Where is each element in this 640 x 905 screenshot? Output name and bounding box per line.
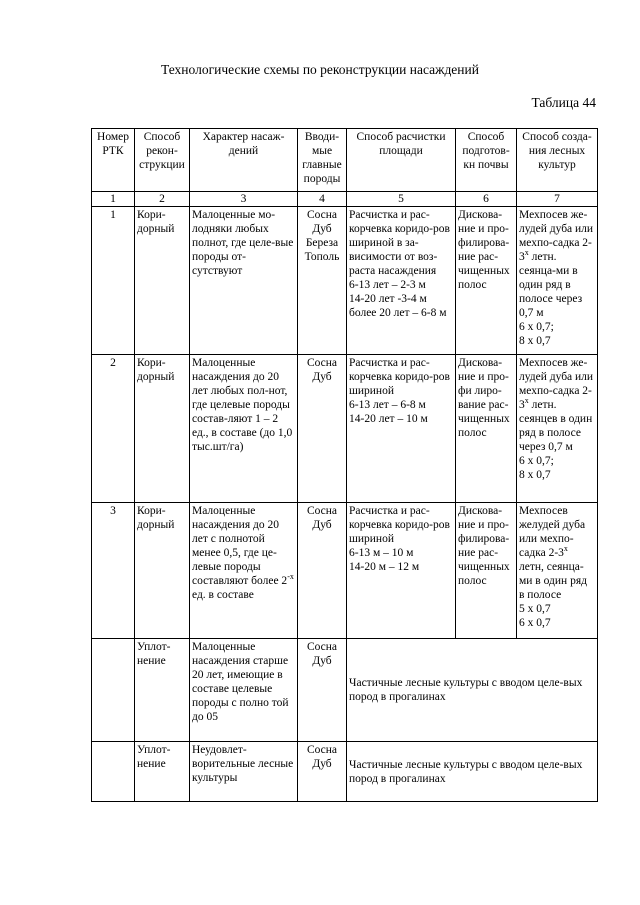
clearing-line: 6-13 лет – 2-3 м: [349, 279, 426, 291]
culture-cell: [517, 207, 598, 355]
rtk-number: 2: [92, 355, 135, 503]
species-item: Дуб: [312, 223, 332, 235]
species-cell: [298, 207, 347, 355]
culture-text: Мехпосев же-лудей дуба или мехпо-садка 2-3: [519, 357, 594, 411]
soil-preparation: Дискова-ние и про-филирова-ние рас-чищенных полос: [456, 503, 517, 639]
species-cell: [298, 355, 347, 503]
culture-line: 6 х 0,7;: [519, 321, 554, 333]
character-text: Малоценные насаждения до 20 лет с полнотой менее 0,5, где це-левые породы составляют более 2: [192, 505, 288, 587]
culture-line: 6 х 0,7: [519, 617, 551, 629]
stand-character: Малоценные мо-лодняки любых полнот, где целе-вые породы от-сутствуют: [190, 207, 298, 355]
rtk-number: 1: [92, 207, 135, 355]
table-row: [92, 207, 598, 355]
character-text: ед. в составе: [192, 589, 254, 601]
reconstruction-table: [91, 128, 598, 802]
culture-text: летн. сеянца-ми в один ряд в полосе через 0,7 м: [519, 251, 583, 319]
stand-character: Малоценные насаждения до 20 лет любых пол-нот, где целевые породы состав-ляют 1 – 2 ед., в составе (до 1,0 тыс.шт/га): [190, 355, 298, 503]
clearing-cell: [347, 207, 456, 355]
clearing-line: 6-13 м – 10 м: [349, 547, 414, 559]
culture-line: 6 х 0,7;: [519, 455, 554, 467]
column-number: 2: [135, 192, 190, 207]
culture-line: 8 х 0,7: [519, 469, 551, 481]
column-number: 6: [456, 192, 517, 207]
species-item: Береза: [305, 237, 339, 249]
column-number-row: [92, 192, 598, 207]
column-number: 4: [298, 192, 347, 207]
character-superscript: -х: [287, 572, 294, 582]
header-cell: Способ рекон-струкции: [135, 129, 190, 192]
clearing-line: Расчистка и рас-корчевка коридо-ров шириной: [349, 505, 450, 545]
culture-text: летн, сеянца-ми в один ряд в полосе: [519, 561, 587, 601]
soil-preparation: Дискова-ние и про-фи лиро-вание рас-чищенных полос: [456, 355, 517, 503]
column-number: 1: [92, 192, 135, 207]
species-item: Дуб: [312, 655, 332, 667]
header-cell: Характер насаж-дений: [190, 129, 298, 192]
clearing-line: 14-20 лет -3-4 м: [349, 293, 427, 305]
culture-cell: [517, 503, 598, 639]
clearing-line: 14-20 м – 12 м: [349, 561, 420, 573]
rtk-number: [92, 742, 135, 802]
species-item: Сосна: [306, 357, 338, 369]
species-cell: [298, 503, 347, 639]
species-item: Тополь: [304, 251, 340, 263]
species-cell: [298, 639, 347, 742]
species-item: Дуб: [312, 371, 332, 383]
stand-character: [190, 503, 298, 639]
culture-superscript: х: [563, 544, 568, 554]
culture-text: Мехпосев же-лудей дуба или мехпо-садка 2-3: [519, 209, 594, 263]
culture-line: 5 х 0,7: [519, 603, 551, 615]
clearing-cell: [347, 503, 456, 639]
species-item: Сосна: [306, 209, 338, 221]
column-number: 7: [517, 192, 598, 207]
culture-line: 8 х 0,7: [519, 335, 551, 347]
page-title: Технологические схемы по реконструкции насаждений: [161, 62, 479, 77]
merged-culture-cell: Частичные лесные культуры с вводом целе-вых пород в прогалинах: [347, 639, 598, 742]
reconstruction-method: Кори-дорный: [135, 355, 190, 503]
reconstruction-method: Уплот-нение: [135, 639, 190, 742]
reconstruction-method: Уплот-нение: [135, 742, 190, 802]
table-row: [92, 742, 598, 802]
header-cell: Вводи-мые главные породы: [298, 129, 347, 192]
culture-text: Мехпосев желудей дуба или мехпо-садка 2-3: [519, 505, 586, 559]
clearing-cell: [347, 355, 456, 503]
header-cell: Номер РТК: [92, 129, 135, 192]
rtk-number: 3: [92, 503, 135, 639]
column-number: 3: [190, 192, 298, 207]
header-cell: Способ подготов-кн почвы: [456, 129, 517, 192]
soil-preparation: Дискова-ние и про-филирова-ние рас-чищенных полос: [456, 207, 517, 355]
table-label: Таблица 44: [531, 95, 596, 110]
stand-character: Малоценные насаждения старше 20 лет, имеющие в составе целевые породы с полно той до 05: [190, 639, 298, 742]
culture-cell: [517, 355, 598, 503]
species-item: Дуб: [312, 758, 332, 770]
table-row: [92, 503, 598, 639]
culture-text: летн. сеянцев в один ряд в полосе через 0,7 м: [519, 399, 593, 453]
clearing-line: Расчистка и рас-корчевка коридо-ров шириной в за-висимости от воз-раста насаждения: [349, 209, 450, 277]
header-cell: Способ расчистки площади: [347, 129, 456, 192]
table-row: [92, 639, 598, 742]
species-item: Сосна: [306, 505, 338, 517]
header-cell: Способ созда-ния лесных культур: [517, 129, 598, 192]
reconstruction-method: Кори-дорный: [135, 503, 190, 639]
merged-culture-cell: Частичные лесные культуры с вводом целе-вых пород в прогалинах: [347, 742, 598, 802]
rtk-number: [92, 639, 135, 742]
stand-character: Неудовлет-ворительные лесные культуры: [190, 742, 298, 802]
culture-superscript: х: [524, 396, 529, 406]
clearing-line: Расчистка и рас-корчевка коридо-ров шириной: [349, 357, 450, 397]
column-number: 5: [347, 192, 456, 207]
species-item: Сосна: [306, 641, 338, 653]
culture-superscript: х: [524, 248, 529, 258]
clearing-line: 6-13 лет – 6-8 м: [349, 399, 426, 411]
reconstruction-method: Кори-дорный: [135, 207, 190, 355]
clearing-line: 14-20 лет – 10 м: [349, 413, 428, 425]
clearing-line: более 20 лет – 6-8 м: [349, 307, 447, 319]
header-row: [92, 129, 598, 192]
species-cell: [298, 742, 347, 802]
table-row: [92, 355, 598, 503]
species-item: Дуб: [312, 519, 332, 531]
species-item: Сосна: [306, 744, 338, 756]
